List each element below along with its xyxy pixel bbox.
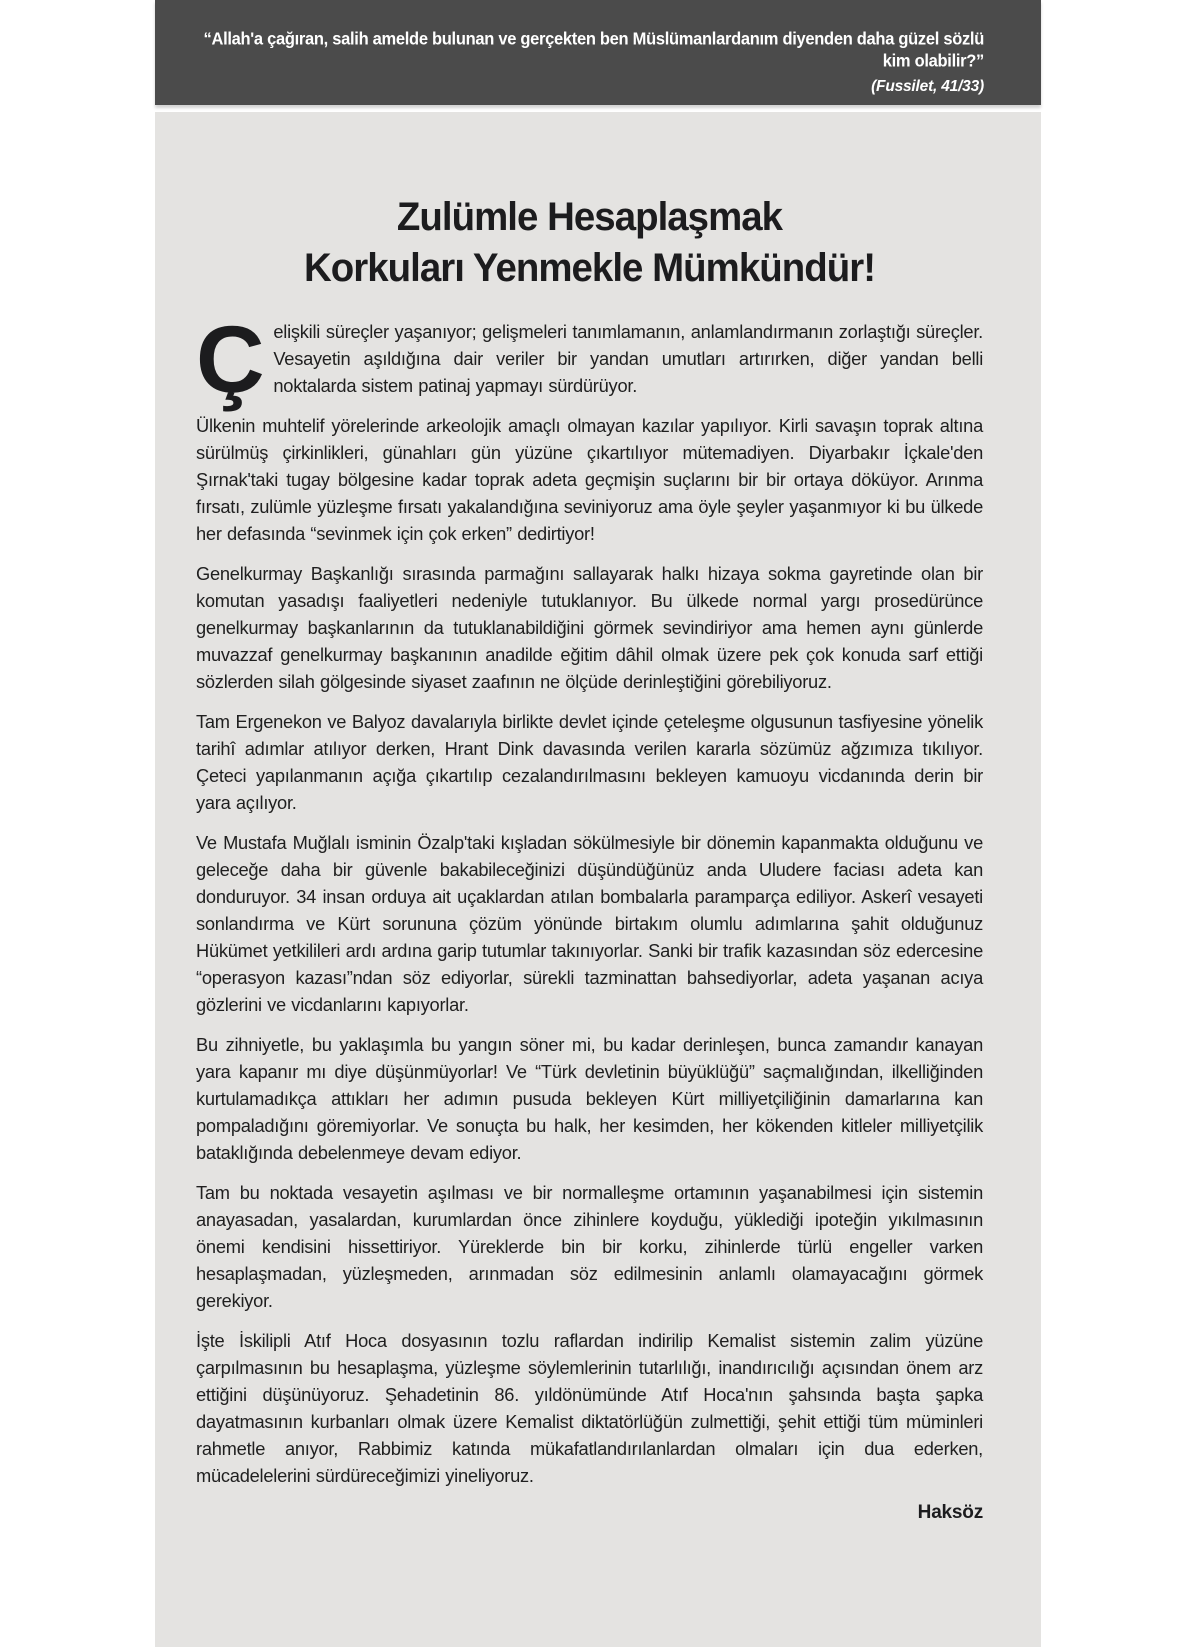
quote-citation: (Fussilet, 41/33) (871, 78, 984, 95)
page-content (155, 112, 1041, 1524)
signature: Haksöz (917, 1502, 983, 1524)
paragraph-1-text: elişkili süreçler yaşanıyor; gelişmeleri tanımlamanın, anlamlandırmanın zorlaştığı süreçler. Vesayetin aşıldığına dair veriler bir yandan umutları artırırken, diğer yandan belli noktalarda sistem patinaj yapmayı sürdürüyor. (273, 321, 983, 397)
article-title-line-2: Korkuları Yenmekle Mümkündür! (303, 246, 876, 291)
paragraph-1 (196, 307, 983, 414)
quran-quote-text: “Allah'a çağıran, salih amelde bulunan ve gerçekten ben Müslümanlardanım diyenden daha güzel sözlü kim olabilir?” (203, 30, 984, 72)
dropcap-letter: Ç (196, 307, 265, 414)
paragraph-2: Ülkenin muhtelif yörelerinde arkeolojik amaçlı olmayan kazılar yapılıyor. Kirli savaşın toprak altına sürülmüş çirkinlikleri, günahları gün yüzüne çıkartılıyor mütemadiyen. Diyarbakır İçkale'den Şırnak'taki tugay bölgesine kadar toprak adeta geçmişin suçlarını bir bir ortaya döküyor. Arınma fırsatı, zulümle yüzleşme fırsatı yakalandığına seviniyoruz ama öyle şeyler yaşanmıyor ki bu ülkede her defasında “sevinmek için çok erken” dedirtiyor! (196, 415, 983, 545)
paragraph-6: Bu zihniyetle, bu yaklaşımla bu yangın söner mi, bu kadar derinleşen, bunca zamandır kanayan yara kapanır mı diye düşünmüyorlar! Ve “Türk devletinin büyüklüğü” saçmalığından, ilkelliğinden kurtulamadıkça attıkları her adımın pusuda bekleyen Kürt milliyetçiliğinin damarlarına kan pompaladığını göremiyorlar. Ve sonuçta bu halk, her kesimden, her kökenden kitleler milliyetçilik bataklığında debelenmeye devam ediyor. (196, 1034, 983, 1164)
quote-band (155, 0, 1041, 105)
paragraph-8: İşte İskilipli Atıf Hoca dosyasının tozlu raflardan indirilip Kemalist sistemin zalim yüzüne çarpılmasının bu hesaplaşma, yüzleşme söylemlerinin tutarlılığı, inandırıcılığı açısından önem arz ettiğini düşünüyoruz. Şehadetinin 86. yıldönümünde Atıf Hoca'nın şahsında başta şapka dayatmasının kurbanları olmak üzere Kemalist diktatörlüğün zulmettiği, şehit ettiği tüm müminleri rahmetle anıyor, Rabbimiz katında mükafatlandırılanlardan olmaları için dua ederken, mücadelelerini sürdüreceğimizi yineliyoruz. (196, 1330, 983, 1487)
article-body (196, 307, 983, 1524)
editorial-page (155, 112, 1041, 1647)
paragraph-5: Ve Mustafa Muğlalı isminin Özalp'taki kışladan sökülmesiyle bir dönemin kapanmakta olduğunu ve geleceğe daha bir güvenle bakabileceğinizi düşündüğünüz anda Uludere faciası adeta kan donduruyor. 34 insan orduya ait uçaklardan atılan bombalarla paramparça ediliyor. Askerî vesayeti sonlandırma ve Kürt sorununa çözüm yönünde birtakım olumlu adımlarına şahit olduğunuz Hükümet yetkilileri ardı ardına garip tutumlar takınıyorlar. Sanki bir trafik kazasından söz edercesine “operasyon kazası”ndan söz ediyorlar, sürekli tazminattan bahsediyorlar, adeta yaşanan acıya gözlerini ve vicdanlarını kapıyorlar. (196, 832, 983, 1016)
article-title (212, 192, 968, 294)
article-title-line-1: Zulümle Hesaplaşmak (396, 195, 783, 239)
paragraph-3: Genelkurmay Başkanlığı sırasında parmağını sallayarak halkı hizaya sokma gayretinde olan bir komutan yasadışı faaliyetleri nedeniyle tutuklanıyor. Bu ülkede normal yargı prosedürünce genelkurmay başkanlarının da tutuklanabildiğini görmek sevindiriyor ama hemen aynı günlerde muvazzaf genelkurmay başkanının anadilde eğitim dâhil olmak üzere pek çok konuda sarf ettiği sözlerden silah gölgesinde siyaset zaafının ne ölçüde derinleştiğini görebiliyoruz. (196, 563, 983, 693)
quote-block (195, 31, 984, 96)
paragraph-4: Tam Ergenekon ve Balyoz davalarıyla birlikte devlet içinde çeteleşme olgusunun tasfiyesine yönelik tarihî adımlar atılıyor derken, Hrant Dink davasında verilen kararla sözümüz ağzımıza tıkılıyor. Çeteci yapılanmanın açığa çıkartılıp cezalandırılmasını bekleyen kamuoyu vicdanında derin bir yara açılıyor. (196, 711, 983, 814)
paragraph-7: Tam bu noktada vesayetin aşılması ve bir normalleşme ortamının yaşanabilmesi için sistemin anayasadan, yasalardan, kurumlardan önce zihinlere koyduğu, yüklediği ipoteğin yıkılmasının önemi kendisini hissettiriyor. Yüreklerde bin bir korku, zihinlerde türlü engeller varken hesaplaşmadan, yüzleşmeden, arınmadan söz edilmesinin anlamlı olamayacağını görmek gerekiyor. (196, 1182, 983, 1312)
